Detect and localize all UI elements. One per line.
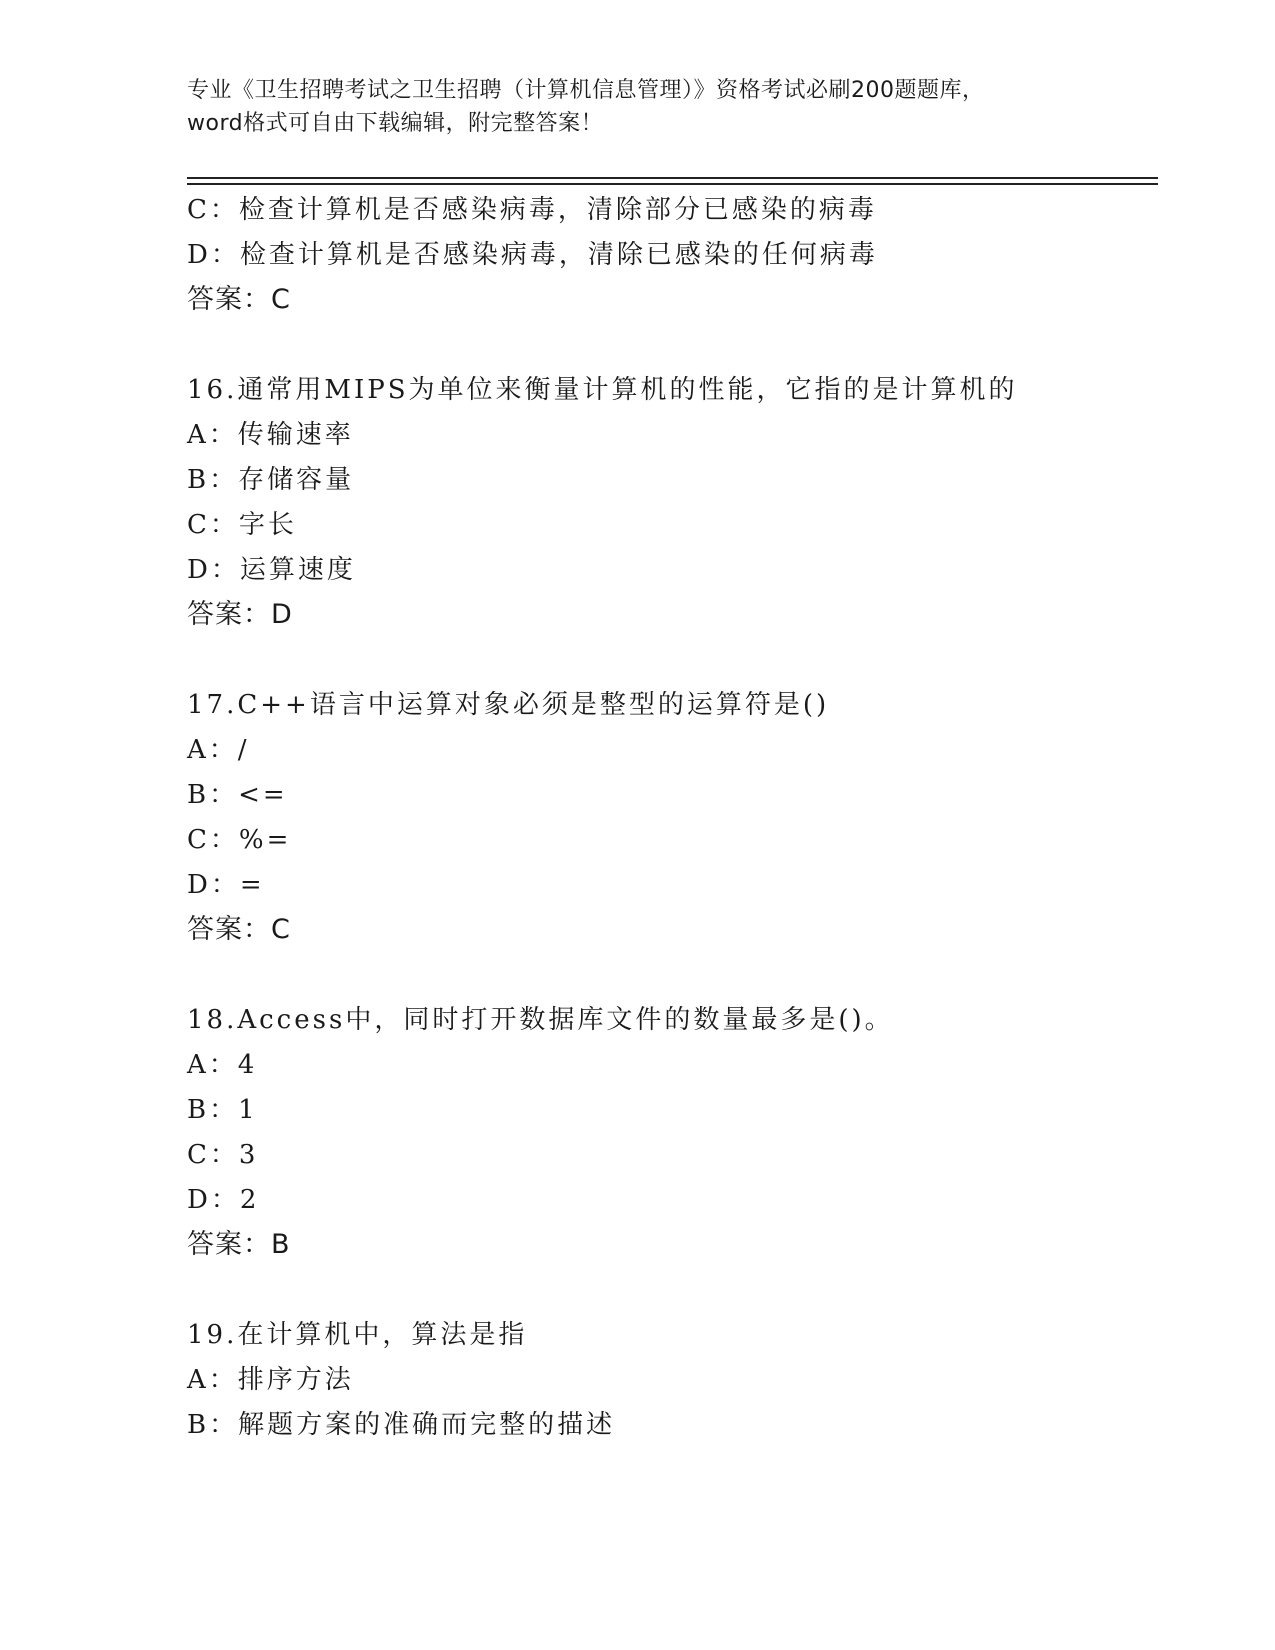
answer-line: 答案：C <box>187 914 291 945</box>
header-title-line-2: word格式可自由下载编辑，附完整答案！ <box>187 111 604 136</box>
option-a: A：/ <box>187 735 250 765</box>
option-c: C：字长 <box>187 510 297 540</box>
option-d: D：运算速度 <box>187 555 356 585</box>
question-17: 17.C++语言中运算对象必须是整型的运算符是() <box>187 690 830 720</box>
option-b: B：1 <box>187 1095 258 1125</box>
option-d: D：检查计算机是否感染病毒，清除已感染的任何病毒 <box>187 240 878 270</box>
header-divider-bottom <box>187 183 1158 185</box>
answer-line: 答案：D <box>187 599 293 630</box>
option-d: D：= <box>187 870 265 900</box>
question-19: 19.在计算机中，算法是指 <box>187 1320 528 1350</box>
option-a: A：排序方法 <box>187 1365 354 1395</box>
question-16: 16.通常用MIPS为单位来衡量计算机的性能，它指的是计算机的 <box>187 375 1018 405</box>
option-c: C：3 <box>187 1140 259 1170</box>
answer-line: 答案：C <box>187 284 291 315</box>
header-divider-top <box>187 177 1158 179</box>
option-c: C：检查计算机是否感染病毒，清除部分已感染的病毒 <box>187 195 877 225</box>
option-a: A：传输速率 <box>187 420 354 450</box>
option-b: B：<= <box>187 780 288 810</box>
option-c: C：%= <box>187 825 292 855</box>
option-b: B：存储容量 <box>187 465 355 495</box>
answer-line: 答案：B <box>187 1229 291 1260</box>
question-18: 18.Access中，同时打开数据库文件的数量最多是()。 <box>187 1005 894 1035</box>
document-header <box>187 74 1087 140</box>
option-a: A：4 <box>187 1050 258 1080</box>
option-b: B：解题方案的准确而完整的描述 <box>187 1410 616 1440</box>
option-d: D：2 <box>187 1185 260 1215</box>
header-title-line-1: 专业《卫生招聘考试之卫生招聘（计算机信息管理）》资格考试必刷200题题库， <box>187 78 985 103</box>
